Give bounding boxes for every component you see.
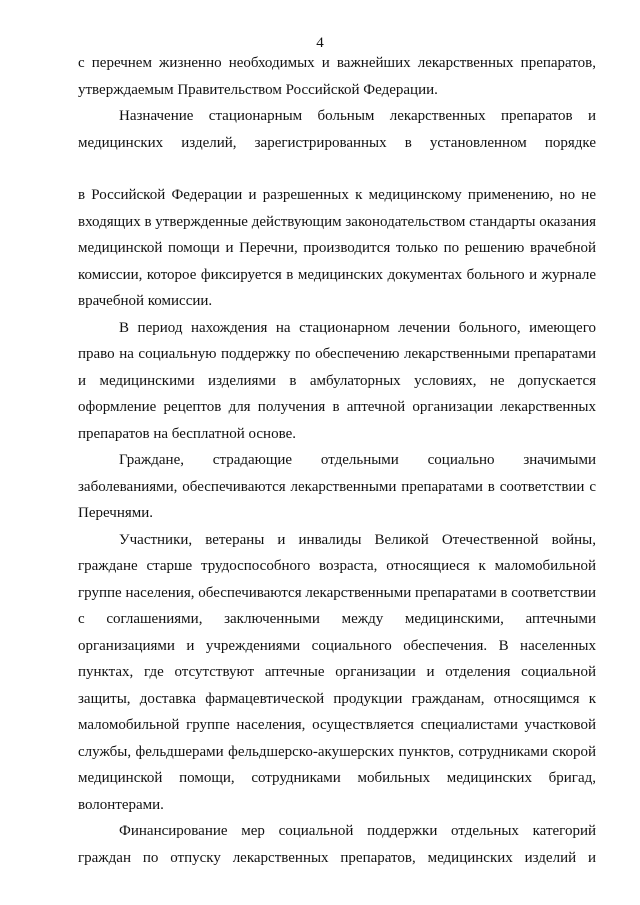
paragraph-essential-drugs-list: с перечнем жизненно необходимых и важнейших лекарственных препаратов, утверждаемым Правительством Российской Федерации. [78,55,596,98]
paragraph-medical-commission: в Российской Федерации и разрешенных к медицинскому применению, но не входящих в утвержденные действующим законодательством стандарты оказания медицинской помощи и Перечни, производится только по решению врачебной комиссии, которое фиксируется в медицинских документах больного и журнале врачебной комиссии. [78,187,596,309]
paragraph-veterans-delivery: Участники, ветераны и инвалиды Великой Отечественной войны, граждане старше трудоспособного возраста, относящиеся к маломобильной группе населения, обеспечиваются лекарственными препаратами в соответствии с соглашениями, заключенными между медицинскими, аптечными организациями и учреждениями социального обеспечения. В населенных пунктах, где отсутствуют аптечные организации и отделения социальной защиты, доставка фармацевтической продукции гражданам, относящимся к маломобильной группе населения, осуществляется специалистами участковой службы, фельдшерами фельдшерско-акушерских пунктов, сотрудниками скорой медицинской помощи, сотрудниками мобильных медицинских бригад, волонтерами. [78,531,596,813]
page-number: 4 [316,35,324,51]
paragraph-no-prescriptions-during-treatment: В период нахождения на стационарном лечении больного, имеющего право на социальную поддержку по обеспечению лекарственными препаратами и медицинскими изделиями в амбулаторных условиях, не допускается оформление рецептов для получения в аптечной организации лекарственных препаратов на бесплатной основе. [78,319,596,442]
paragraph-socially-significant-diseases: Граждане, страдающие отдельными социально значимыми заболеваниями, обеспечиваются лекарственными препаратами в соответствии с Перечнями. [78,452,596,521]
paragraph-financing: Финансирование мер социальной поддержки отдельных категорий граждан по отпуску лекарственных препаратов, медицинских изделий и [78,823,596,866]
paragraph-inpatient-prescribing: Назначение стационарным больным лекарственных препаратов и медицинских изделий, зарегистрированных в установленном порядке [78,108,596,151]
document-body [78,50,596,871]
